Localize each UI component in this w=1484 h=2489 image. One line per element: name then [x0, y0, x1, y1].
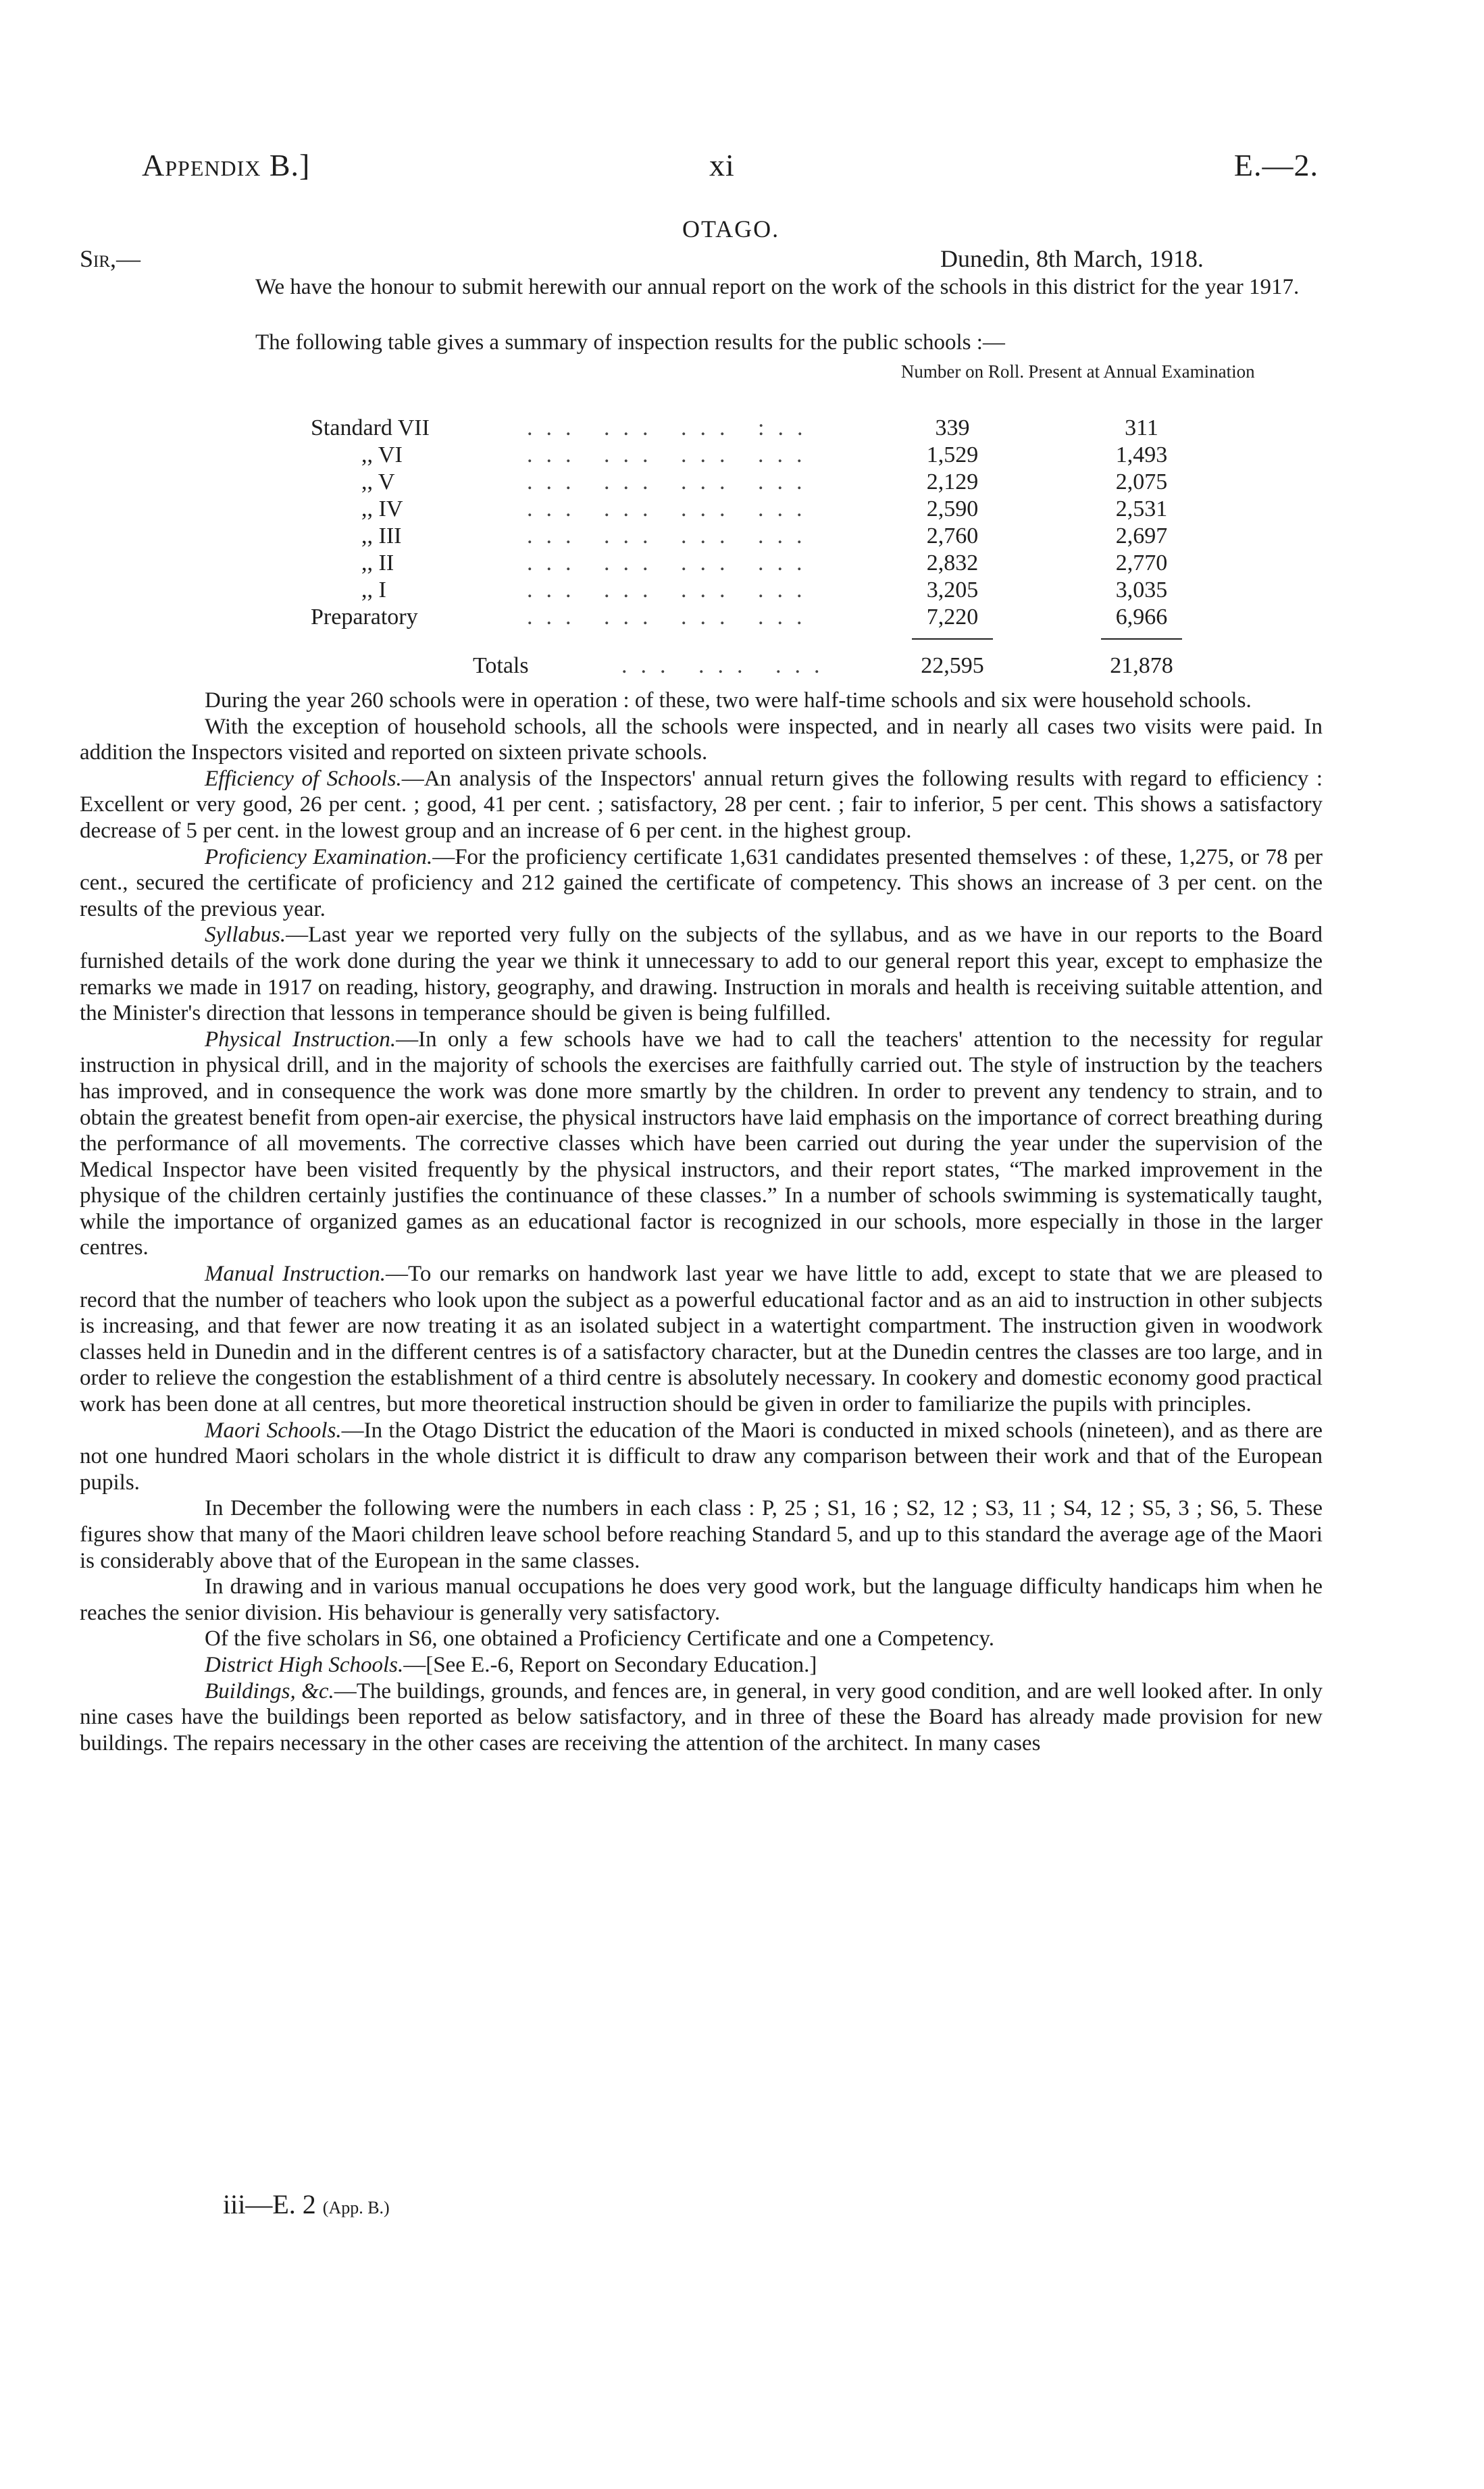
row-label: Preparatory: [311, 605, 418, 630]
leader-dots: ... ... ... :..: [527, 415, 817, 440]
leader-dots: ... ... ... ...: [527, 442, 816, 467]
paragraph: [80, 1652, 1323, 1678]
exam-value: 2,531: [1115, 496, 1168, 521]
leader-dots: ... ... ... ...: [527, 605, 816, 630]
paragraph-text: In drawing and in various manual occupations he does very good work, but the language difficulty handicaps him when he reaches the senior division. His behaviour is generally very satisfactory.: [80, 1574, 1323, 1625]
paragraph-heading: Maori Schools.: [205, 1418, 342, 1443]
row-label: ,, II: [361, 550, 394, 575]
exam-value: 311: [1125, 415, 1158, 440]
intro-paragraph: [80, 274, 1320, 300]
row-label: ,, III: [361, 523, 402, 548]
paragraph-text: Of the five scholars in S6, one obtained a Proficiency Certificate and one a Competency.: [205, 1626, 994, 1651]
leader-dots: ... ... ...: [621, 653, 834, 678]
report-code: E.—2.: [1233, 148, 1319, 182]
exam-value: 1,493: [1115, 442, 1168, 467]
totals-roll: 22,595: [921, 653, 984, 678]
totals-row: [311, 653, 1243, 680]
paragraph-text: With the exception of household schools, all the schools were inspected, and in nearly all cases two visits were paid. In addition the Inspectors visited and reported on sixteen private schools.: [80, 714, 1323, 765]
exam-value: 2,075: [1115, 469, 1168, 494]
paragraph-text: During the year 260 schools were in operation : of these, two were half-time schools and six were household schools.: [205, 688, 1252, 713]
table-row: [311, 442, 1243, 469]
paragraph-text: —[See E.-6, Report on Secondary Education.]: [403, 1652, 817, 1677]
roll-value: 2,590: [926, 496, 979, 521]
paragraph-text: —An analysis of the Inspectors' annual return gives the following results with regard to efficiency : Excellent or very good, 26 per cent. ; good, 41 per cent. ; satisfactory, 28 per cent. ; fair to inferior, 5 per cent. This shows a satisfactory decrease of 5 per cent. in the lowest group and an increase of 6 per cent. in the highest group.: [80, 766, 1323, 843]
paragraph: [80, 1418, 1323, 1496]
paragraph: [80, 1495, 1323, 1574]
table-row: [311, 496, 1243, 523]
paragraph-heading: Manual Instruction.: [205, 1262, 386, 1287]
report-body: [80, 688, 1323, 1756]
paragraph-text: —For the proficiency certificate 1,631 candidates presented themselves : of these, 1,275, or 78 per cent., secured the certificate of proficiency and 212 gained the certificate of competency. This shows an increase of 3 per cent. on the results of the previous year.: [80, 844, 1323, 921]
paragraph-text: —The buildings, grounds, and fences are, in general, in very good condition, and are well looked after. In only nine cases have the buildings been reported as below satisfactory, and in three of these the Board has already made provision for new buildings. The repairs necessary in the other cases are receiving the attention of the architect. In many cases: [80, 1678, 1323, 1755]
table-row: [311, 415, 1243, 442]
paragraph-heading: Proficiency Examination.: [205, 844, 433, 869]
paragraph: [80, 1027, 1323, 1261]
leader-dots: ... ... ... ...: [527, 550, 816, 575]
paragraph-heading: Physical Instruction.: [205, 1027, 396, 1052]
appendix-header: Appendix B.]: [142, 148, 311, 182]
column-header-exam: Present at Annual Examination: [1028, 361, 1255, 382]
row-label: ,, VI: [361, 442, 403, 467]
column-header-roll: Number on Roll.: [900, 361, 1025, 382]
table-row: [311, 469, 1243, 496]
paragraph: [80, 688, 1323, 714]
page-number: xi: [709, 148, 735, 182]
paragraph: [80, 766, 1323, 844]
roll-value: 2,760: [926, 523, 979, 548]
paragraph: [80, 1261, 1323, 1418]
paragraph-text: —Last year we reported very fully on the subjects of the syllabus, and as we have in our reports to the Board furnished details of the work done during the year we think it unnecessary to add to our general report this year, except to emphasize the remarks we made in 1917 on reading, history, geography, and drawing. Instruction in morals and health is receiving suitable attention, and the Minister's direction that lessons in temperance should be given is being fulfilled.: [80, 923, 1323, 1026]
paragraph: [80, 714, 1323, 766]
table-row: [311, 578, 1243, 605]
sum-rule-exam: [1101, 638, 1182, 640]
district-title: OTAGO.: [682, 215, 780, 242]
exam-value: 3,035: [1115, 578, 1168, 602]
sum-rule-roll: [912, 638, 993, 640]
exam-value: 2,697: [1115, 523, 1168, 548]
paragraph-heading: Buildings, &c.: [205, 1678, 334, 1703]
leader-dots: ... ... ... ...: [527, 578, 816, 602]
totals-exam: 21,878: [1110, 653, 1173, 678]
place-date: Dunedin, 8th March, 1918.: [940, 245, 1204, 272]
paragraph-text: —In only a few schools have we had to call the teachers' attention to the necessity for regular instruction in physical drill, and in the majority of schools the exercises are faithfully carried out. The style of instruction by the teachers has improved, and in consequence the work was done more smartly by the children. In order to prevent any tendency to strain, and to obtain the greatest benefit from open-air exercise, the physical instructors have laid emphasis on the importance of correct breathing during the performance of all movements. The corrective classes which have been carried out during the year under the supervision of the Medical Inspector have been visited frequently by the physical instructors, and their report states, “The marked improvement in the physique of the children certainly justifies the continuance of these classes.” In a number of schools swimming is systematically taught, while the importance of organized games as an educational factor is recognized in our schools, more especially in those in the larger centres.: [80, 1027, 1323, 1260]
exam-value: 2,770: [1115, 550, 1168, 575]
signature-code: iii—E. 2: [223, 2189, 316, 2219]
leader-dots: ... ... ... ...: [527, 523, 816, 548]
paragraph-text: In December the following were the numbers in each class : P, 25 ; S1, 16 ; S2, 12 ; S3, 11 ; S4, 12 ; S5, 3 ; S6, 5. These figures show that many of the Maori children leave school before reaching Standard 5, and up to this standard the average age of the Maori is considerably above that of the European in the same classes.: [80, 1496, 1323, 1573]
signature-mark: [223, 2188, 390, 2220]
paragraph-heading: District High Schools.: [205, 1652, 404, 1677]
intro-text: We have the honour to submit herewith our annual report on the work of the schools in this district for the year 1917.: [255, 275, 1300, 299]
roll-value: 2,129: [926, 469, 979, 494]
paragraph-text: —To our remarks on handwork last year we have little to add, except to state that we are pleased to record that the number of teachers who look upon the subject as a powerful educational factor and as an aid to instruction in other subjects is increasing, and that fewer are now treating it as an isolated subject in a watertight compartment. The instruction given in woodwork classes held in Dunedin and in the different centres is of a satisfactory character, but at the Dunedin centres the classes are too large, and in order to relieve the congestion the establishment of a third centre is absolutely necessary. In cookery and domestic economy good practical work has been done at all centres, but more theoretical instruction should be given in order to familiarize the pupils with principles.: [80, 1262, 1323, 1417]
paragraph: [80, 922, 1323, 1026]
roll-value: 1,529: [926, 442, 979, 467]
roll-value: 339: [935, 415, 970, 440]
row-label: Standard VII: [311, 415, 430, 440]
paragraph: [80, 1574, 1323, 1626]
paragraph-heading: Syllabus.: [205, 923, 286, 948]
salutation: Sir,—: [80, 245, 141, 272]
intro-text: The following table gives a summary of inspection results for the public schools :—: [255, 330, 1005, 355]
exam-value: 6,966: [1115, 605, 1168, 630]
totals-label: Totals: [473, 653, 529, 678]
leader-dots: ... ... ... ...: [527, 469, 816, 494]
row-label: ,, I: [361, 578, 386, 602]
roll-value: 2,832: [926, 550, 979, 575]
paragraph: [80, 844, 1323, 923]
leader-dots: ... ... ... ...: [527, 496, 816, 521]
row-label: ,, IV: [361, 496, 403, 521]
paragraph-text: —In the Otago District the education of the Maori is conducted in mixed schools (nineteen), and as there are not one hundred Maori scholars in the whole district it is difficult to draw any comparison between their work and that of the European pupils.: [80, 1418, 1323, 1495]
signature-note: (App. B.): [322, 2198, 390, 2217]
intro-paragraph: [80, 330, 1320, 355]
table-row: [311, 605, 1243, 632]
roll-value: 3,205: [926, 578, 979, 602]
table-row: [311, 523, 1243, 550]
paragraph: [80, 1678, 1323, 1757]
paragraph-heading: Efficiency of Schools.: [205, 766, 402, 791]
table-row: [311, 550, 1243, 578]
roll-value: 7,220: [926, 605, 979, 630]
paragraph: [80, 1626, 1323, 1652]
row-label: ,, V: [361, 469, 395, 494]
